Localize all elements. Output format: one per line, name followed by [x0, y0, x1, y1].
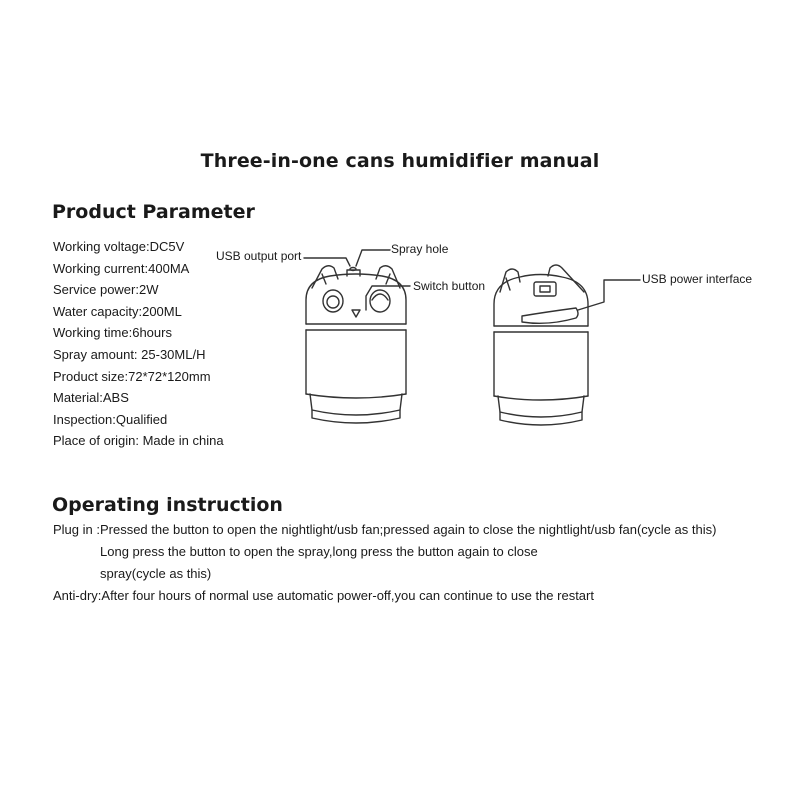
- param-inspection: Inspection:Qualified: [53, 411, 168, 427]
- page-title: Three-in-one cans humidifier manual: [200, 150, 600, 172]
- label-usb-power-interface: USB power interface: [642, 272, 753, 286]
- param-material: Material:ABS: [53, 390, 129, 406]
- label-switch-button: Switch button: [413, 279, 486, 293]
- param-working-current: Working current:400MA: [53, 260, 190, 276]
- param-service-power: Service power:2W: [53, 282, 159, 298]
- left-eye: [323, 290, 343, 312]
- plug-in-line-3: spray(cycle as this): [100, 566, 212, 581]
- front-body: [306, 330, 406, 394]
- power-interface: [522, 308, 578, 323]
- label-spray-hole: Spray hole: [391, 242, 449, 256]
- product-parameter-heading: Product Parameter: [52, 201, 255, 223]
- label-usb-output-port: USB output port: [216, 249, 302, 263]
- param-product-size: Product size:72*72*120mm: [53, 368, 211, 384]
- front-view-humidifier: [306, 266, 406, 423]
- nose-switch: [352, 310, 360, 317]
- operating-instruction-heading: Operating instruction: [52, 494, 283, 516]
- plug-in-line-2: Long press the button to open the spray,long press the button again to close: [100, 544, 538, 559]
- anti-dry-line: Anti-dry:After four hours of normal use automatic power-off,you can continue to use the restart: [53, 588, 594, 603]
- param-place-of-origin: Place of origin: Made in china: [53, 433, 224, 449]
- usb-slot: [534, 282, 556, 296]
- back-view-humidifier: [494, 265, 588, 425]
- param-water-capacity: Water capacity:200ML: [53, 303, 182, 319]
- param-working-time: Working time:6hours: [53, 325, 172, 341]
- leader-spray-hole: [356, 250, 390, 266]
- param-spray-amount: Spray amount: 25-30ML/H: [53, 346, 206, 362]
- param-working-voltage: Working voltage:DC5V: [53, 239, 185, 254]
- leader-usb-output: [304, 258, 350, 266]
- plug-in-line-1: Plug in :Pressed the button to open the nightlight/usb fan;pressed again to close the nightlight/usb fan(cycle as this): [53, 522, 717, 537]
